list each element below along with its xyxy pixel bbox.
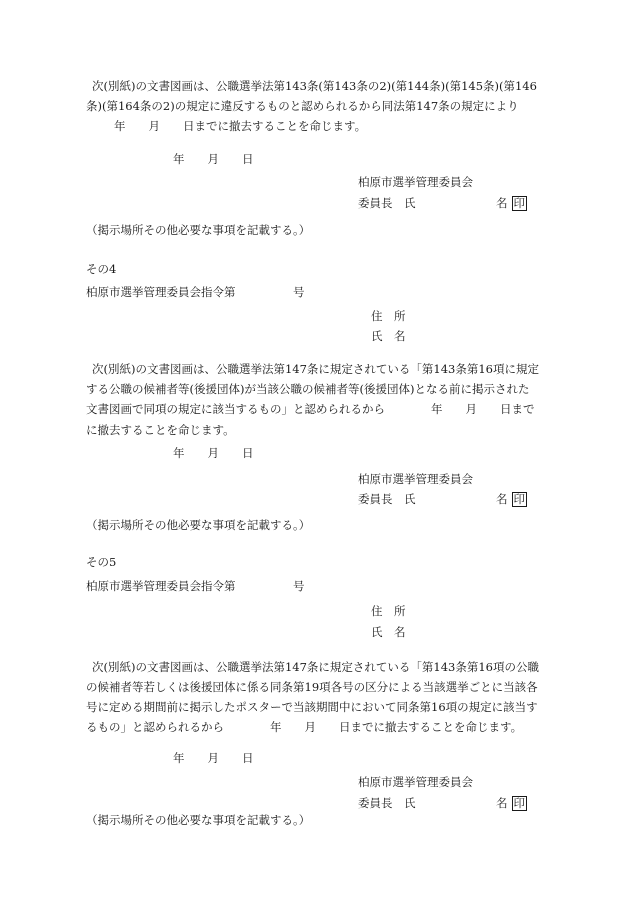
section4-chair-signature xyxy=(358,492,527,507)
section5-paragraph-line-4: るもの」と認められるから 年 月 日までに撤去することを命じます。 xyxy=(86,720,523,734)
section4-date: 年 月 日 xyxy=(173,446,254,460)
section5-chair-signature xyxy=(358,796,527,811)
section4-paragraph-line-3: 文書図画で同項の規定に該当するもの」と認められるから 年 月 日まで xyxy=(86,402,535,416)
section5-paragraph-line-2: の候補者等若しくは後援団体に係る同条第19項各号の区分による当該選挙ごとに当該各 xyxy=(86,680,538,694)
section5-date: 年 月 日 xyxy=(173,751,254,765)
section5-note: （掲示場所その他必要な事項を記載する。） xyxy=(86,813,311,827)
section4-paragraph-line-1: 次(別紙)の文書図画は、公職選挙法第147条に規定されている「第143条第16項に規定 xyxy=(92,362,540,376)
section3-paragraph-line-1: 次(別紙)の文書図画は、公職選挙法第143条(第143条の2)(第144条)(第145条)(第146 xyxy=(92,79,537,93)
section4-order-number: 柏原市選挙管理委員会指令第 号 xyxy=(86,285,305,299)
section5-name-label: 氏 名 xyxy=(371,625,406,639)
chair-label: 委員長 氏 名 xyxy=(358,196,508,210)
section5-heading: その5 xyxy=(86,555,117,569)
section3-paragraph-line-2: 条)(第164条の2)の規定に違反するものと認められるから同法第147条の規定により xyxy=(86,99,519,113)
section5-order-number: 柏原市選挙管理委員会指令第 号 xyxy=(86,579,305,593)
seal-mark: 印 xyxy=(513,492,525,506)
section5-address-label: 住 所 xyxy=(371,604,406,618)
section3-chair-signature xyxy=(358,196,527,211)
section3-paragraph-line-3: 年 月 日までに撤去することを命じます。 xyxy=(114,119,367,133)
section5-paragraph-line-1: 次(別紙)の文書図画は、公職選挙法第147条に規定されている「第143条第16項の公職 xyxy=(92,660,540,674)
section4-heading: その4 xyxy=(86,262,117,276)
section4-committee: 柏原市選挙管理委員会 xyxy=(358,472,473,486)
section4-name-label: 氏 名 xyxy=(371,329,406,343)
section5-paragraph-line-3: 号に定める期間前に掲示したポスターで当該期間中において同条第16項の規定に該当す xyxy=(86,700,538,714)
section5-committee: 柏原市選挙管理委員会 xyxy=(358,775,473,789)
seal-mark: 印 xyxy=(513,196,525,210)
chair-label: 委員長 氏 名 xyxy=(358,492,508,506)
seal-mark: 印 xyxy=(513,796,525,810)
section3-note: （掲示場所その他必要な事項を記載する。） xyxy=(86,223,311,237)
chair-label: 委員長 氏 名 xyxy=(358,796,508,810)
section4-paragraph-line-4: に撤去することを命じます。 xyxy=(86,423,235,437)
section4-note: （掲示場所その他必要な事項を記載する。） xyxy=(86,518,311,532)
section4-address-label: 住 所 xyxy=(371,309,406,323)
section4-paragraph-line-2: する公職の候補者等(後援団体)が当該公職の候補者等(後援団体)となる前に掲示された xyxy=(86,382,530,396)
section3-committee: 柏原市選挙管理委員会 xyxy=(358,175,473,189)
section3-date: 年 月 日 xyxy=(173,152,254,166)
